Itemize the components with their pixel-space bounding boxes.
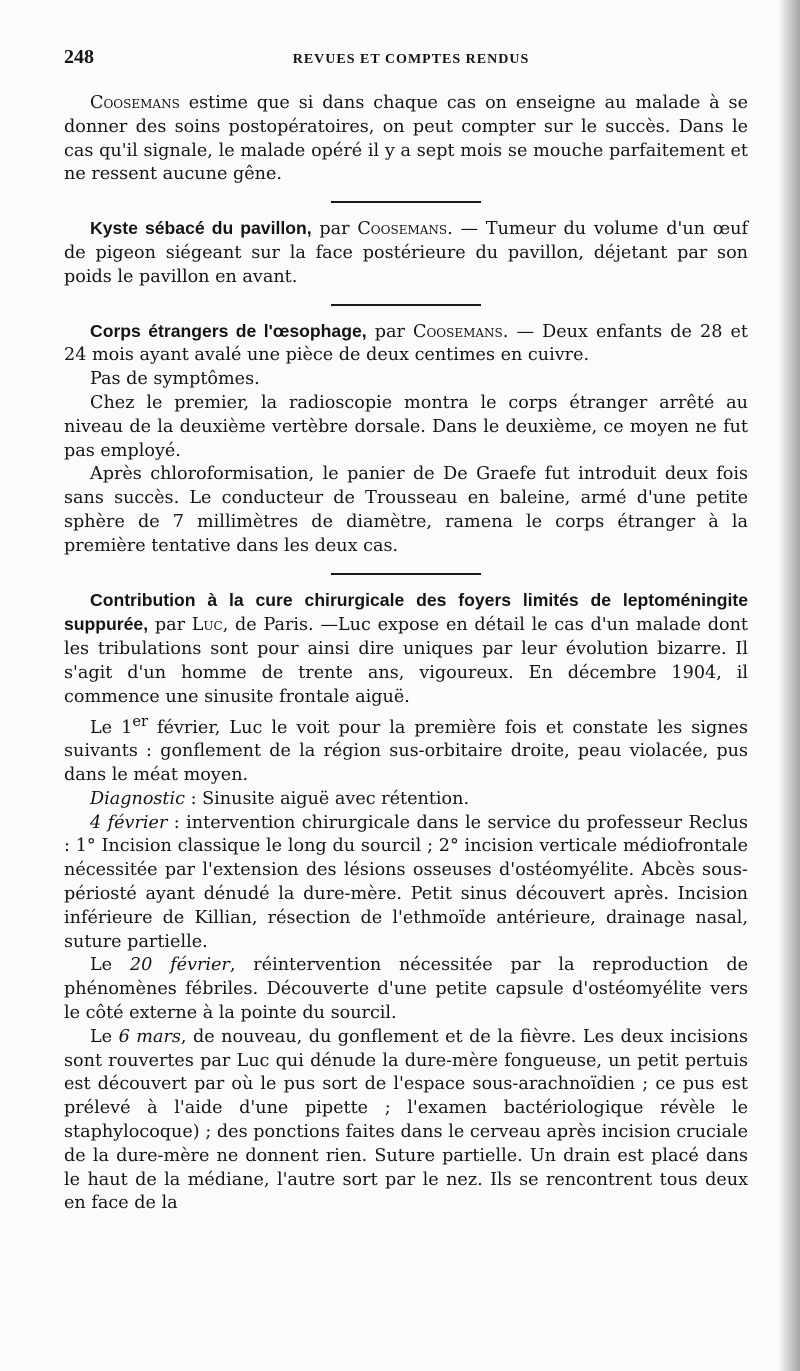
corps-author: Coosemans bbox=[412, 321, 503, 342]
page-number: 248 bbox=[64, 46, 94, 68]
contribution-paragraph-6 bbox=[64, 1026, 748, 1216]
kyste-par: par bbox=[311, 219, 358, 240]
contribution-par: par bbox=[148, 615, 192, 636]
contribution-paragraph-2 bbox=[64, 710, 748, 788]
corps-paragraph-3: Chez le premier, la radioscopie montra le corps étranger arrêté au niveau de la deuxième vertèbre dorsale. Dans le deuxième, ce moyen ne fut pas employé. bbox=[64, 392, 748, 461]
intro-author: Coosemans bbox=[90, 93, 180, 113]
contribution-paragraph-3 bbox=[64, 788, 748, 812]
contribution-paragraph bbox=[64, 589, 748, 710]
kyste-paragraph bbox=[64, 217, 748, 289]
corps-paragraph bbox=[64, 320, 748, 369]
contribution-paragraph-5 bbox=[64, 954, 748, 1025]
p6-pre: Le bbox=[90, 1026, 119, 1047]
intro-paragraph bbox=[64, 92, 748, 187]
page-edge-shadow bbox=[778, 0, 800, 1371]
p4-label: 4 février bbox=[90, 812, 168, 833]
p5-label: 20 février bbox=[129, 955, 230, 976]
corps-paragraph-2: Pas de symptômes. bbox=[90, 369, 260, 390]
section-divider bbox=[331, 573, 481, 575]
p2-post: février, Luc le voit pour la première fois et constate les signes suivants : gonflement de la région sus-orbitaire droite, peau violacée, pus dans le méat moyen. bbox=[64, 717, 748, 785]
section-divider bbox=[331, 304, 481, 306]
corps-text: . — Deux enfants de 28 et 24 mois ayant avalé une pièce de deux centimes en cuivre. bbox=[64, 321, 749, 366]
corps-par: par bbox=[366, 321, 413, 342]
p6-text: , de nouveau, du gonflement et de la fièvre. Les deux incisions sont rouvertes par Luc qui dénude la dure-mère fongueuse, un petit pertuis est découvert par où le pus sort de l'espace sous-arachnoïdien ; ce pus est prélevé à l'aide d'une pipette ; l'examen bactériologique révèle le staphylocoque) ; des ponctions faites dans le cerveau après incision cruciale de la dure-mère ne donnent rien. Suture partielle. Un drain est placé dans le haut de la médiane, l'autre sort par le nez. Ils se rencontrent tous deux en face de la bbox=[64, 1026, 748, 1214]
p3-label: Diagnostic bbox=[90, 788, 185, 809]
kyste-title: Kyste sébacé du pavillon, bbox=[90, 218, 312, 239]
running-head bbox=[64, 46, 748, 76]
p2-sup: er bbox=[132, 712, 148, 730]
p3-text: : Sinusite aiguë avec rétention. bbox=[185, 788, 470, 809]
kyste-author: Coosemans bbox=[357, 219, 448, 240]
contribution-author: Luc bbox=[191, 615, 223, 636]
intro-text: estime que si dans chaque cas on enseigne au malade à se donner des soins postopératoires, on peut compter sur le succès. Dans le cas qu'il signale, le malade opéré il y a sept mois se mouche parfaitement et ne ressent aucune gêne. bbox=[64, 93, 748, 185]
running-title: REVUES ET COMPTES RENDUS bbox=[292, 52, 530, 67]
p6-label: 6 mars bbox=[118, 1026, 181, 1047]
section-divider bbox=[331, 201, 481, 203]
p2-pre: Le 1 bbox=[90, 717, 133, 738]
p5-pre: Le bbox=[90, 955, 130, 976]
contribution-title: Contribution à la cure chirurgicale des foyers limités de leptoméningite suppurée, bbox=[64, 589, 748, 635]
kyste-text: . — Tumeur du volume d'un œuf de pigeon siégeant sur la face postérieure du pavillon, déjetant par son poids le pavillon en avant. bbox=[64, 219, 748, 287]
corps-title: Corps étrangers de l'œsophage, bbox=[90, 320, 367, 341]
corps-paragraph-4: Après chloroformisation, le panier de De Graefe fut introduit deux fois sans succès. Le conducteur de Trousseau en baleine, armé d'une petite sphère de 7 millimètres de diamètre, ramena le corps étranger à la première tentative dans les deux cas. bbox=[64, 464, 748, 556]
contribution-paragraph-4 bbox=[64, 812, 748, 955]
p4-text: : intervention chirurgicale dans le service du professeur Reclus : 1° Incision classique le long du sourcil ; 2° incision verticale médiofrontale nécessitée par l'extension des lésions osseuses d'ostéomyélite. Abcès sous-périosté ayant dénudé la dure-mère. Petit sinus découvert après. Incision inférieure de Killian, résection de l'ethmoïde antérieure, drainage nasal, suture partielle. bbox=[64, 812, 748, 952]
contribution-text: , de Paris. —Luc expose en détail le cas d'un malade dont les tribulations sont pour ainsi dire uniques par leur évolution bizarre. Il s'agit d'un homme de trente ans, vigoureux. En décembre 1904, il commence une sinusite frontale aiguë. bbox=[64, 615, 748, 707]
p5-text: , réintervention nécessitée par la reproduction de phénomènes fébriles. Découverte d'une petite capsule d'ostéomyélite vers le côté externe à la pointe du sourcil. bbox=[64, 955, 749, 1023]
